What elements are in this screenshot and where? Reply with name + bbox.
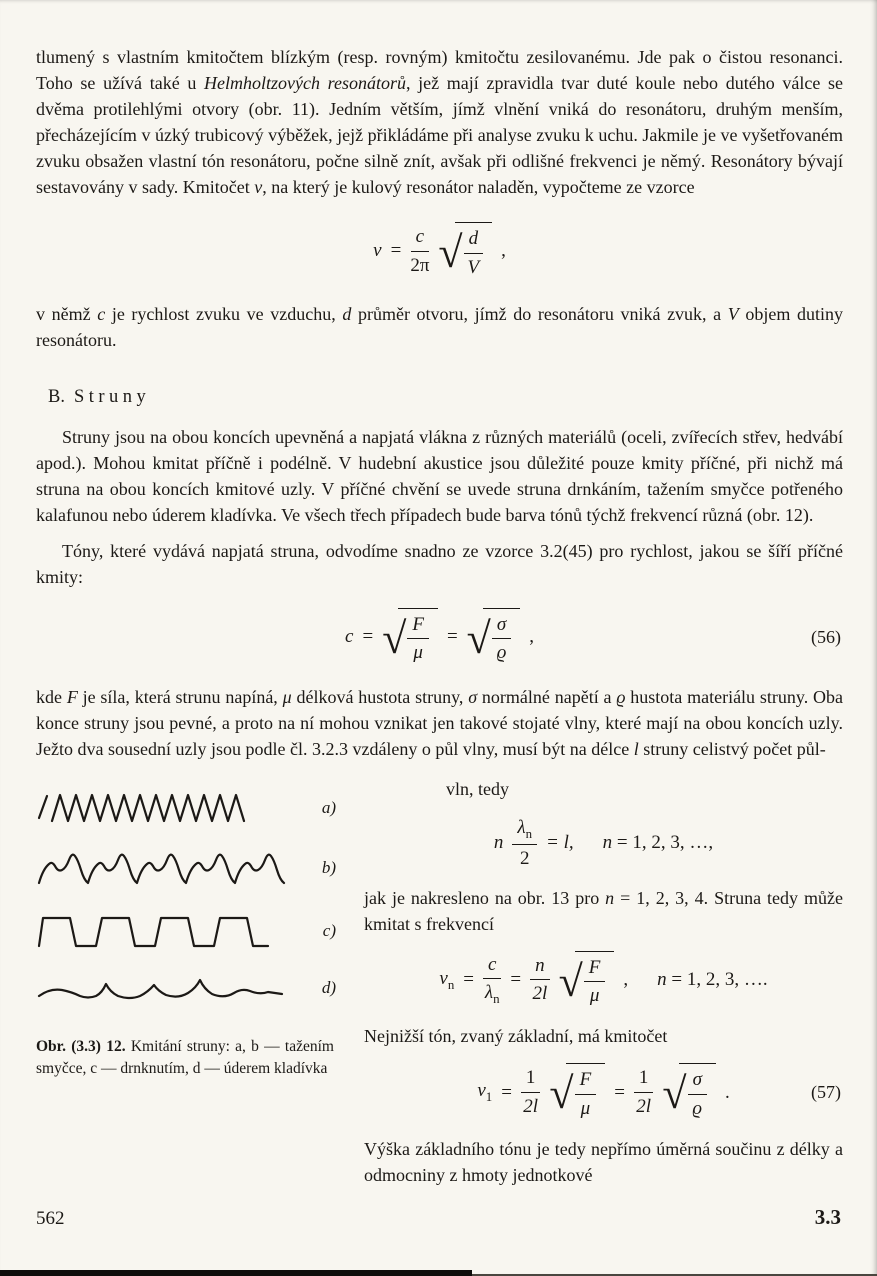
numerator bbox=[512, 816, 537, 845]
figure-12-column bbox=[36, 776, 340, 1188]
text-run-italic: σ bbox=[468, 687, 478, 707]
square-root bbox=[382, 608, 438, 667]
text-run: struny celistvý počet půl- bbox=[638, 739, 826, 759]
numerator: σ bbox=[492, 613, 511, 640]
text-run-italic: ν bbox=[254, 177, 263, 197]
radical-sign: √ bbox=[382, 613, 407, 663]
paragraph-formula-legend bbox=[36, 301, 843, 353]
text-run: = 1, 2, 3, 4. Struna tedy může kmitat s frekvencí bbox=[364, 887, 843, 934]
numerator: c bbox=[411, 225, 429, 252]
formula-56 bbox=[36, 608, 843, 667]
caption-text: Kmitání struny: a, b — tažením smyčce, c — drnknutím, d — úderem kladívka bbox=[36, 1038, 334, 1077]
numerator: σ bbox=[688, 1068, 707, 1095]
range-variable: n bbox=[602, 832, 613, 854]
formula-lhs: $\nu_n$ bbox=[439, 967, 455, 992]
waveform-b-drawing bbox=[36, 846, 286, 890]
text-run: kde bbox=[36, 687, 67, 707]
paragraph-strings-intro: Struny jsou na obou koncích upevněná a napjatá vlákna z různých materiálů (oceli, zvířecích střev, hedvábí apod.). Mohou kmitat příčně i podélně. V hudební akustice jsou důležité pouze kmity příčné, při nichž má struna na obou koncích kmitové uzly. V příčné chvění se uvede struna drnkáním, tažením smyčce potřeného kalafunou nebo úderem kladívka. Ve všech třech případech bude barva tónů týchž frekvencí různá (obr. 12). bbox=[36, 426, 843, 525]
paragraph-resonators bbox=[36, 44, 843, 200]
square-root bbox=[662, 1063, 716, 1122]
numerator: 1 bbox=[521, 1066, 541, 1093]
text-column bbox=[340, 776, 843, 1188]
page-number: 562 bbox=[36, 1208, 65, 1229]
range-values: = 1, 2, 3, …, bbox=[612, 832, 714, 854]
figure-and-text-columns bbox=[36, 776, 843, 1188]
lambda-symbol: λ bbox=[517, 817, 526, 838]
waveform-row-b bbox=[36, 846, 340, 890]
numerator: F bbox=[407, 613, 429, 640]
equation-number: (57) bbox=[811, 1082, 841, 1103]
equals-sign: = bbox=[463, 969, 474, 991]
paragraph-pitch: Výška základního tónu je tedy nepřímo úměrná součinu z délky a odmocniny z hmoty jednotkové bbox=[364, 1138, 843, 1185]
numerator: F bbox=[575, 1068, 597, 1095]
waveform-row-a bbox=[36, 790, 340, 826]
page-footer bbox=[36, 1205, 841, 1230]
paragraph-fundamental: Nejnižší tón, zvaný základní, má kmitočet bbox=[364, 1026, 668, 1047]
text-run-italic: d bbox=[342, 303, 352, 324]
equals-l: = l, bbox=[546, 832, 574, 854]
numerator: 1 bbox=[634, 1066, 654, 1093]
waveform-d-label: d) bbox=[321, 978, 336, 997]
equals-sign: = bbox=[390, 240, 402, 262]
text-run: tlumený s vlastním kmitočtem blízkým (resp. rovným) kmitočtu zesilovanému. Jde pak o čistou resonanci. Toho se užívá také u bbox=[36, 47, 843, 93]
text-run: normálné napětí a bbox=[477, 687, 617, 707]
punctuation: , bbox=[529, 625, 534, 647]
waveform-d-drawing bbox=[36, 972, 286, 1004]
fraction bbox=[483, 953, 501, 1008]
text-run-italic: ϱ bbox=[616, 687, 626, 707]
paragraph-string-physics bbox=[36, 684, 843, 762]
text-run-italic: F bbox=[66, 687, 78, 707]
denominator: μ bbox=[413, 642, 423, 664]
text-run: objem dutiny resonátoru. bbox=[36, 303, 844, 350]
fraction bbox=[634, 1066, 654, 1119]
subscript: n bbox=[447, 976, 455, 992]
punctuation: . bbox=[724, 1081, 730, 1103]
waveform-row-c bbox=[36, 910, 340, 952]
section-heading-strings bbox=[48, 387, 843, 408]
paragraph-tones: Tóny, které vydává napjatá struna, odvodíme snadno ze vzorce 3.2(45) pro rychlost, jakou se šíří příčné kmity: bbox=[36, 540, 843, 587]
denominator: 2l bbox=[523, 1095, 539, 1117]
denominator: V bbox=[467, 256, 480, 278]
index-range bbox=[603, 831, 713, 855]
fraction bbox=[521, 1066, 541, 1119]
text-run: hustota materiálu struny. Oba konce struny jsou pevné, a proto na ní mohou vznikat jen takové stojaté vlny, které mají na obou koncích uzly. Ježto dva sousední uzly jsou podle čl. 3.2.3 vzdáleny o půl vlny, musí být na délce bbox=[36, 687, 843, 759]
waveform-a-drawing bbox=[36, 790, 251, 826]
numerator: c bbox=[483, 953, 501, 980]
subscript: 1 bbox=[485, 1089, 493, 1105]
fraction bbox=[512, 816, 537, 871]
radical-sign: √ bbox=[466, 613, 491, 663]
text-run-italic: V bbox=[727, 303, 739, 324]
denominator: ϱ bbox=[692, 1097, 703, 1119]
fraction bbox=[584, 956, 606, 1009]
equals-sign: = bbox=[446, 625, 458, 647]
text-run: délková hustota struny, bbox=[291, 687, 469, 707]
formula-half-waves bbox=[364, 816, 843, 871]
punctuation: , bbox=[623, 969, 629, 991]
numerator: n bbox=[530, 954, 550, 981]
text-run: průměr otvoru, jímž do resonátoru vniká zvuk, a bbox=[351, 303, 728, 324]
formula-frequency-n bbox=[364, 951, 843, 1010]
paragraph-continuation: vln, tedy bbox=[446, 779, 509, 799]
waveform-b-label: b) bbox=[321, 858, 336, 877]
waveform-a-label: a) bbox=[321, 798, 336, 817]
numerator: d bbox=[464, 227, 484, 254]
fraction bbox=[492, 613, 511, 666]
text-run: je síla, která strunu napíná, bbox=[77, 687, 283, 707]
text-run-italic: l bbox=[633, 739, 639, 759]
scan-edge-artifact bbox=[0, 1270, 472, 1276]
radical-sign: √ bbox=[558, 956, 583, 1006]
radical-sign: √ bbox=[662, 1069, 687, 1119]
formula-lhs: $\nu_1$ bbox=[477, 1080, 493, 1105]
paragraph-modes bbox=[364, 885, 843, 937]
waveform-c-label: c) bbox=[322, 921, 336, 940]
section-title: Struny bbox=[73, 386, 151, 407]
formula-lhs: c bbox=[345, 625, 354, 647]
text-run: v němž bbox=[36, 303, 98, 324]
denominator: μ bbox=[589, 985, 600, 1007]
denominator: 2π bbox=[410, 254, 430, 276]
formula-resonator-frequency bbox=[36, 222, 843, 281]
square-root bbox=[438, 222, 492, 281]
square-root bbox=[549, 1063, 605, 1122]
formula-57 bbox=[364, 1063, 843, 1122]
fraction bbox=[530, 954, 550, 1007]
equation-number: (56) bbox=[811, 626, 841, 647]
subscript: n bbox=[525, 825, 533, 841]
equals-sign: = bbox=[510, 969, 522, 991]
subscript: n bbox=[493, 991, 500, 1007]
fraction bbox=[688, 1068, 707, 1121]
equals-sign: = bbox=[501, 1081, 512, 1103]
text-run: , jež mají zpravidla tvar duté koule nebo dutého válce se dvěma protilehlými otvory (obr. 11). Jedním větším, jímž vlnění vniká do resonátoru, druhým menším, přecházejícím v úzký trubicový výběžek, jejž přikládáme při analyse zvuku k uchu. Jakmile je ve vyšetřovaném zvuku obsažen vlastní tón resonátoru, počne silně znít, avšak při odlišné frekvenci je němý. Resonátory bývají sestavovány v sady. Kmitočet bbox=[36, 73, 843, 197]
range-values: = 1, 2, 3, …. bbox=[666, 969, 768, 991]
denominator: 2l bbox=[636, 1095, 652, 1117]
denominator: 2 bbox=[519, 847, 530, 869]
text-run-italic: n bbox=[605, 887, 615, 908]
text-run-italic: c bbox=[97, 303, 106, 324]
equals-sign: = bbox=[614, 1081, 625, 1103]
denominator: ϱ bbox=[496, 642, 507, 664]
formula-variable: n bbox=[493, 832, 504, 854]
section-number: 3.3 bbox=[814, 1205, 841, 1229]
section-prefix: B. bbox=[48, 386, 65, 407]
radical-sign: √ bbox=[438, 228, 463, 278]
denominator: 2l bbox=[532, 983, 548, 1005]
text-run: je rychlost zvuku ve vzduchu, bbox=[105, 303, 343, 324]
waveform-row-d bbox=[36, 972, 340, 1004]
caption-label: Obr. (3.3) 12. bbox=[36, 1038, 126, 1055]
formula-lhs: ν bbox=[373, 240, 382, 262]
fraction bbox=[410, 225, 429, 278]
square-root bbox=[559, 951, 615, 1010]
text-run-italic: μ bbox=[282, 687, 292, 707]
punctuation: , bbox=[501, 240, 506, 262]
fraction bbox=[575, 1068, 597, 1121]
denominator: μ bbox=[580, 1097, 591, 1119]
text-run: , na který je kulový resonátor naladěn, vypočteme ze vzorce bbox=[262, 177, 695, 197]
figure-12-caption bbox=[36, 1036, 334, 1080]
denominator: $\lambda_n$ bbox=[484, 982, 500, 1007]
index-range bbox=[657, 968, 767, 992]
equals-sign: = bbox=[362, 625, 374, 647]
waveform-c-drawing bbox=[36, 910, 271, 952]
text-run-italic: Helmholtzových resonátorů bbox=[204, 73, 406, 93]
range-variable: n bbox=[657, 969, 667, 991]
radical-sign: √ bbox=[549, 1069, 574, 1119]
square-root bbox=[467, 608, 521, 667]
fraction bbox=[464, 227, 484, 280]
text-run: jak je nakresleno na obr. 13 pro bbox=[364, 887, 606, 908]
numerator: F bbox=[584, 956, 606, 983]
fraction bbox=[407, 613, 429, 666]
